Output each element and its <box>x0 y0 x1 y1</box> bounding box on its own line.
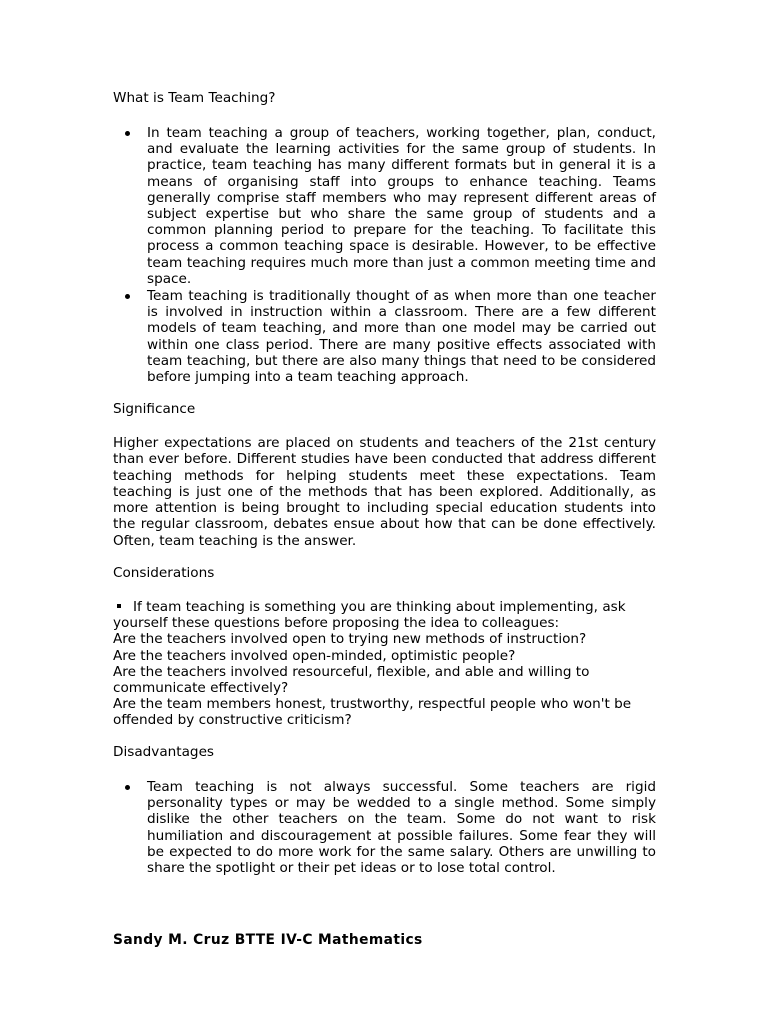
square-bullet-icon <box>117 604 121 608</box>
bullet-icon <box>125 294 130 299</box>
heading-what-is-team-teaching: What is Team Teaching? <box>113 90 276 106</box>
considerations-question-3-line2: communicate effectively? <box>113 680 289 697</box>
considerations-question-4-line2: offended by constructive criticism? <box>113 712 352 729</box>
considerations-question-4-line1: Are the team members honest, trustworthy, respectful people who won't be <box>113 696 632 713</box>
heading-significance: Significance <box>113 401 196 417</box>
bullet-icon <box>125 131 130 136</box>
considerations-question-3-line1: Are the teachers involved resourceful, flexible, and able and willing to <box>113 663 590 680</box>
bullet-icon <box>125 785 130 790</box>
considerations-question-2: Are the teachers involved open-minded, optimistic people? <box>113 647 516 664</box>
list-item: Team teaching is traditionally thought of as when more than one teacher is involved in instruction within a classroom. There are a few different models of team teaching, and more than one model may be carried out within one class period. There are many positive effects associated with team teaching, but there are also many things that need to be considered before jumping into a team teaching approach. <box>113 288 656 385</box>
list-item: In team teaching a group of teachers, working together, plan, conduct, and evaluate the learning activities for the same group of students. In practice, team teaching has many different formats but in general it is a means of organising staff into groups to enhance teaching. Teams generally comprise staff members who may represent different areas of subject expertise but who share the same group of students and a common planning period to prepare for the teaching. To facilitate this process a common teaching space is desirable. However, to be effective team teaching requires much more than just a common meeting time and space. <box>113 125 656 287</box>
list-item: Team teaching is not always successful. Some teachers are rigid personality types or may be wedded to a single method. Some simply dislike the other teachers on the team. Some do not want to risk humiliation and discouragement at possible failures. Some fear they will be expected to do more work for the same salary. Others are unwilling to share the spotlight or their pet ideas or to lose total control. <box>113 779 656 876</box>
considerations-block <box>113 599 656 729</box>
author-footer: Sandy M. Cruz BTTE IV-C Mathematics <box>113 932 423 948</box>
disadvantages-bullet-list <box>113 779 656 876</box>
considerations-intro-line2: yourself these questions before proposing the idea to colleagues: <box>113 615 560 632</box>
heading-disadvantages: Disadvantages <box>113 744 215 760</box>
what-bullet-list <box>113 125 656 385</box>
heading-considerations: Considerations <box>113 565 215 581</box>
significance-paragraph: Higher expectations are placed on students and teachers of the 21st century than ever before. Different studies have been conducted that address different teaching methods for helping students meet these expectations. Team teaching is just one of the methods that has been explored. Additionally, as more attention is being brought to including special education students into the regular classroom, debates ensue about how that can be done effectively. Often, team teaching is the answer. <box>113 435 656 549</box>
considerations-question-1: Are the teachers involved open to trying new methods of instruction? <box>113 631 587 648</box>
considerations-intro-line1: If team teaching is something you are thinking about implementing, ask <box>113 599 656 615</box>
